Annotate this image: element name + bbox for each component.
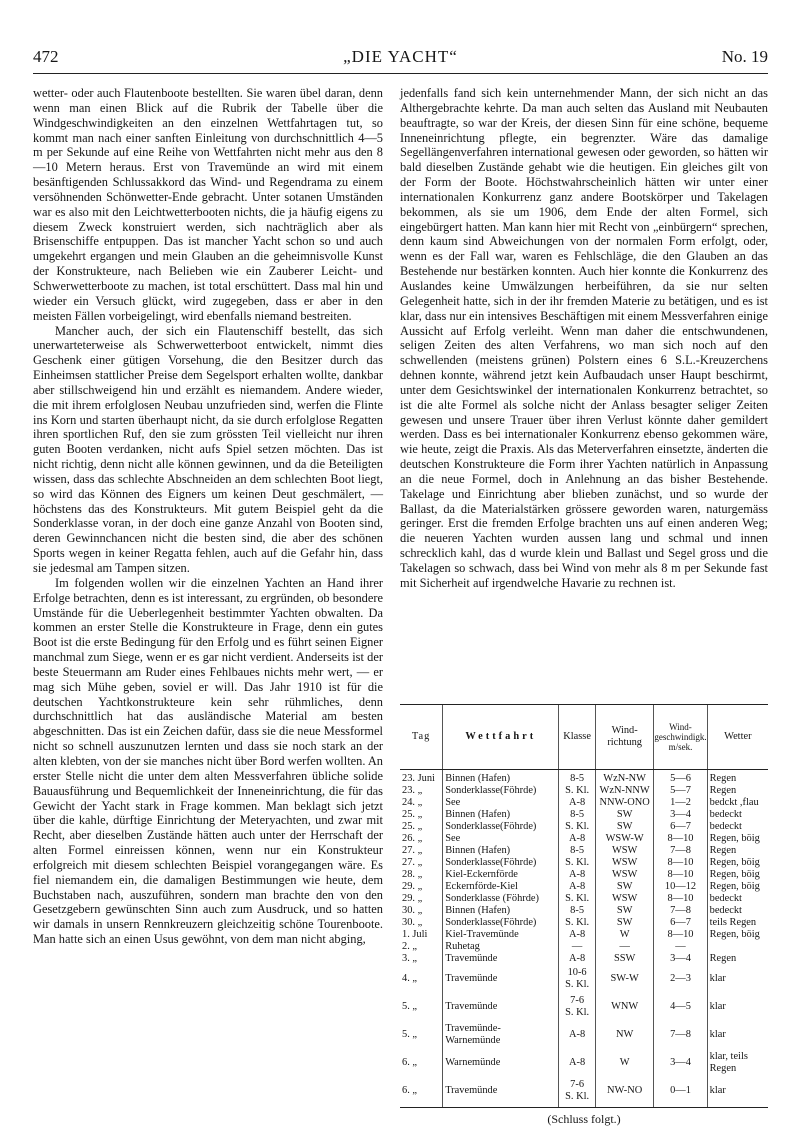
- cell-wetter: bedckt ,flau: [707, 797, 768, 809]
- cell-windgeschwindigkeit: 8—10: [654, 833, 707, 845]
- cell-windgeschwindigkeit: 3—4: [654, 953, 707, 965]
- table-row: [400, 797, 768, 809]
- table-row: [400, 785, 768, 797]
- cell-klasse: A-8: [559, 833, 596, 845]
- cell-tag: 6. „: [400, 1077, 443, 1108]
- cell-wettfahrt: Kiel-Eckernförde: [443, 869, 559, 881]
- cell-wettfahrt: Travemünde: [443, 993, 559, 1021]
- cell-klasse: 8-5: [559, 905, 596, 917]
- cell-tag: 2. „: [402, 941, 418, 952]
- cell-tag: 23. Juni: [402, 773, 435, 784]
- cell-windgeschwindigkeit: 0—1: [654, 1077, 707, 1108]
- cell-wetter: Regen: [707, 953, 768, 965]
- cell-klasse: A-8: [559, 1021, 596, 1049]
- cell-wettfahrt: Sonderklasse(Föhrde): [443, 917, 559, 929]
- cell-windrichtung: WzN-NNW: [595, 785, 653, 797]
- cell-windgeschwindigkeit: 8—10: [654, 857, 707, 869]
- cell-tag: 28. „: [402, 869, 423, 880]
- header-rule: [33, 73, 768, 74]
- header-klasse: Klasse: [559, 705, 596, 770]
- table-row: [400, 941, 768, 953]
- cell-windgeschwindigkeit: 6—7: [654, 917, 707, 929]
- cell-tag: 24. „: [402, 797, 423, 808]
- cell-windrichtung: NNW-ONO: [595, 797, 653, 809]
- cell-windgeschwindigkeit: 8—10: [654, 893, 707, 905]
- cell-wetter: Regen, böig: [707, 833, 768, 845]
- cell-windrichtung: SW: [595, 809, 653, 821]
- cell-wetter: Regen, böig: [707, 929, 768, 941]
- cell-klasse: 8-5: [559, 845, 596, 857]
- table-row: [400, 845, 768, 857]
- header-tag: Tag: [400, 705, 443, 770]
- cell-windrichtung: WSW: [595, 845, 653, 857]
- cell-klasse: S. Kl.: [559, 821, 596, 833]
- table-row: [400, 1077, 768, 1108]
- table-row: [400, 1021, 768, 1049]
- cell-wetter: klar: [707, 965, 768, 993]
- cell-wettfahrt: Kiel-Travemünde: [443, 929, 559, 941]
- cell-windgeschwindigkeit: 3—4: [654, 809, 707, 821]
- header-wettfahrt: Wettfahrt: [443, 705, 559, 770]
- cell-windgeschwindigkeit: 7—8: [654, 845, 707, 857]
- cell-tag: 26. „: [402, 833, 423, 844]
- cell-windrichtung: WSW: [595, 869, 653, 881]
- cell-wettfahrt: Binnen (Hafen): [443, 905, 559, 917]
- left-column: [33, 86, 383, 947]
- cell-klasse: A-8: [559, 929, 596, 941]
- cell-klasse: A-8: [559, 1049, 596, 1077]
- cell-wetter: bedeckt: [707, 809, 768, 821]
- cell-klasse: S. Kl.: [559, 785, 596, 797]
- cell-wetter: [707, 941, 768, 953]
- cell-tag: 5. „: [402, 1001, 418, 1012]
- cell-wettfahrt: Sonderklasse(Föhrde): [443, 785, 559, 797]
- cell-windrichtung: W: [595, 929, 653, 941]
- page-header: [33, 47, 768, 73]
- table-header-row: [400, 705, 768, 770]
- table-row: [400, 833, 768, 845]
- cell-tag: 27. „: [402, 857, 423, 868]
- cell-wettfahrt: Travemünde: [443, 1077, 559, 1108]
- cell-windgeschwindigkeit: 2—3: [654, 965, 707, 993]
- cell-windrichtung: WSW-W: [595, 833, 653, 845]
- cell-windrichtung: NW: [595, 1021, 653, 1049]
- cell-windgeschwindigkeit: 5—7: [654, 785, 707, 797]
- cell-windgeschwindigkeit: 7—8: [654, 905, 707, 917]
- cell-wettfahrt: Warnemünde: [443, 1049, 559, 1077]
- cell-wettfahrt: Travemünde: [443, 965, 559, 993]
- cell-klasse: 10-6 S. Kl.: [559, 965, 596, 993]
- cell-tag: 4. „: [402, 973, 418, 984]
- cell-tag: 25. „: [402, 809, 423, 820]
- cell-wetter: teils Regen: [707, 917, 768, 929]
- cell-wetter: klar: [707, 1077, 768, 1108]
- cell-wetter: klar: [707, 993, 768, 1021]
- table-row: [400, 869, 768, 881]
- cell-windgeschwindigkeit: 6—7: [654, 821, 707, 833]
- cell-tag: 6. „: [402, 1057, 418, 1068]
- table-row: [400, 821, 768, 833]
- cell-wettfahrt: See: [443, 833, 559, 845]
- cell-klasse: 7-6 S. Kl.: [559, 993, 596, 1021]
- cell-tag: 23. „: [402, 785, 423, 796]
- cell-tag: 29. „: [402, 893, 423, 904]
- cell-tag: 3. „: [402, 953, 418, 964]
- cell-wetter: Regen, böig: [707, 881, 768, 893]
- cell-windgeschwindigkeit: 10—12: [654, 881, 707, 893]
- cell-tag: 30. „: [402, 905, 423, 916]
- journal-title: „DIE YACHT“: [343, 47, 458, 66]
- cell-wetter: Regen: [707, 785, 768, 797]
- cell-windrichtung: WSW: [595, 893, 653, 905]
- cell-windgeschwindigkeit: 8—10: [654, 929, 707, 941]
- cell-wettfahrt: Sonderklasse (Föhrde): [443, 893, 559, 905]
- cell-klasse: —: [559, 941, 596, 953]
- cell-klasse: 7-6 S. Kl.: [559, 1077, 596, 1108]
- cell-wettfahrt: Binnen (Hafen): [443, 809, 559, 821]
- cell-windgeschwindigkeit: 7—8: [654, 1021, 707, 1049]
- paragraph: jedenfalls fand sich kein unternehmender Mann, der sich nicht an das Althergebrachte kehrte. Da man auch selten das Ausland mit Neubauten beauftragte, so war der Kreis, der diesen Sinn für eine schöne, bequeme Inneneinrichtung pflegte, ein begrenzter. Wäre das damalige Segellängenverfahren international gewesen oder geworden, so hätten wir bald dieselben Zustände gehabt wie die heutigen. Ein gleiches gilt von der Form der Boote. Höchstwahrscheinlich hätten wir unter einer internationalen Konkurrenz ganz andere Bootskörper und Takelagen bekommen, als sie um 1906, dem Ende der alten Formel, sich eingebürgert hatten. Man kann hier mit Recht von „einbürgern“ sprechen, denn kaum sind Abweichungen von der normalen Form erfolgt, oder, wenn es der Fall war, waren es Fehlschläge, die den Glauben an das Bestehende nur bestärken konnten. Auch hier konnte die Konkurrenz des Auslandes keine Umwälzungen herbeiführen, da sie nur selten Gelegenheit hatte, sich in der ihr fremden Materie zu betätigen, und es ist klar, dass nur ein intensives Beschäftigen mit einem Messverfahren einige Aussicht auf Erfolg verleiht. Wenn man daher die entschwundenen, seligen Zeiten des alten Verfahrens, wo man sich noch auf den schwellenden (meistens grünen) Polstern eines 6 S.L.-Kreuzerchens dehnen konnte, während jetzt kein Aufbaudach unser Haupt beschirmt, unter dem Gesichtswinkel der internationalen Konkurrenz betrachtet, so ist die alte Formel als solche nicht der Anlass besagter seliger Zeiten gewesen und unsere Trauer über ihren Verlust könnte daher gemildert werden. Dass es bei internationaler Konkurrenz ebenso gekommen wäre, wie heute, zeigt die Praxis. Als das Meterverfahren einsetzte, änderten die deutschen Konstrukteure die Form ihrer Yachten natürlich in Anpassung an die neue Formel, doch in Anlehnung an das bisher Bestehende. Takelage und Einrichtung aber blieben zunächst, und so wurde der Ballast, da die Materialstärken grössere geworden waren, naturgemäss geringer. Erst die fremden Erfolge brachten uns auf einen anderen Weg; die neueren Yachten wurden aussen lang und schmal und innen schrecklich kahl, das d wurde klein und Ballast und Segel gross und die Takelagen so schwach, dass bei Wind von mehr als 8 m per Sekunde fast mit Sicherheit auf irgendwelche Havarie zu rechnen ist.: [400, 86, 768, 590]
- cell-tag: 25. „: [402, 821, 423, 832]
- table-row: [400, 881, 768, 893]
- cell-wetter: Regen, böig: [707, 857, 768, 869]
- cell-wetter: Regen: [707, 770, 768, 786]
- table-row: [400, 770, 768, 786]
- cell-tag: 27. „: [402, 845, 423, 856]
- cell-klasse: A-8: [559, 797, 596, 809]
- table-row: [400, 809, 768, 821]
- cell-wettfahrt: See: [443, 797, 559, 809]
- cell-klasse: S. Kl.: [559, 857, 596, 869]
- cell-wetter: klar, teils Regen: [707, 1049, 768, 1077]
- cell-windrichtung: WzN-NW: [595, 770, 653, 786]
- cell-wettfahrt: Eckernförde-Kiel: [443, 881, 559, 893]
- cell-windrichtung: SW: [595, 881, 653, 893]
- cell-klasse: A-8: [559, 881, 596, 893]
- cell-wetter: Regen: [707, 845, 768, 857]
- cell-tag: 1. Juli: [402, 929, 428, 940]
- cell-windgeschwindigkeit: —: [654, 941, 707, 953]
- paragraph: Mancher auch, der sich ein Flautenschiff bestellt, das sich unerwarteterweise als Schwerwetterboot entwickelt, nimmt dies Geschenk einer gütigen Vorsehung, die den Besitzer durch das Einheimsen stattlicher Preise dem Segelsport erhalten wollte, dankbar aber stillschweigend hin und erzählt es niemandem. Andere wieder, die mit ihrem erfolglosen Neubau unzufrieden sind, werfen die Flinte ins Korn und starten überhaupt nicht, da sie durch erfolglose Regatten ihren sportlichen Ruf, den sie zum grössten Teil vielleicht nur ihren guten Booten verdanken, nicht aufs Spiel setzen möchten. Das ist nicht richtig, denn nicht alle können gewinnen, und da die Beteiligten wissen, dass das schlechte Abschneiden an dem schlechten Boot liegt, so wird das Können des Eigners um keinen Deut geschmälert, — höchstens das des Konstrukteurs. Mit gutem Beispiel geht da die Sonderklasse voran, in der doch eine ganze Anzahl von Booten sind, deren Gewinnchancen nicht die besten sind, die aber des schönen Sports wegen in keiner Regatta fehlen, auch auf die Gefahr hin, dass sie jedesmal am Tampen sitzen.: [33, 323, 383, 575]
- cell-windrichtung: SW: [595, 905, 653, 917]
- table-row: [400, 953, 768, 965]
- cell-wetter: bedeckt: [707, 821, 768, 833]
- cell-wetter: bedeckt: [707, 905, 768, 917]
- cell-wettfahrt: Sonderklasse(Föhrde): [443, 821, 559, 833]
- cell-klasse: S. Kl.: [559, 917, 596, 929]
- table-row: [400, 993, 768, 1021]
- header-wetter: Wetter: [707, 705, 768, 770]
- cell-wettfahrt: Travemünde- Warnemünde: [443, 1021, 559, 1049]
- cell-klasse: A-8: [559, 953, 596, 965]
- table-row: [400, 1049, 768, 1077]
- header-windrichtung: Wind- richtung: [595, 705, 653, 770]
- cell-windrichtung: SSW: [595, 953, 653, 965]
- table-row: [400, 965, 768, 993]
- cell-windrichtung: SW-W: [595, 965, 653, 993]
- table-row: [400, 929, 768, 941]
- page-number: 472: [33, 47, 59, 66]
- cell-wettfahrt: Ruhetag: [443, 941, 559, 953]
- paragraph: Im folgenden wollen wir die einzelnen Yachten an Hand ihrer Erfolge betrachten, denn es ist interessant, zu ergründen, ob besondere Umstände für die Ueberlegenheit bestimmter Yachten obwalten. Da kommen an erster Stelle die Konstrukteure in Frage, denn ein gutes Boot ist die erste Bedingung für den Erfolg und es führt seinen Eigner manchmal zum Siege, wenn er es gar nicht verdient. Anderseits ist der beste Steuermann am Ruder eines Fehlbaues nichts mehr wert, — er mag sich Mühe geben, soviel er will. Das Jahr 1910 ist für die deutschen Yachtkonstrukteure kein sehr rühmliches, denn durchschnittlich hat das ausländische Material am besten abgeschnitten. Das ist ein Zeichen dafür, dass sie die neue Messformel nicht so schnell auszunutzen lernten und dass sie noch stark an der alten klebten, von der sie manches nicht über Bord werfen wollten. An erster Stelle nicht die unter dem alten Messverfahren übliche solide Bauausführung und Bequemlichkeit der Inneneinrichtung, die für das Gewicht der Yacht stark in Frage kommen. Man beklagt sich jetzt über die kahle, dürftige Einrichtung der Meteryachten, und zwar mit Recht, aber dieselben Zustände hätten auch unter der Herrschaft der alten Formel einreissen können, wenn nur ein Konstrukteur erfolgreich mit diesem schlechten Beispiel vorangegangen wäre. Es fiel niemandem ein, die damaligen Bestimmungen wie heute, dem Buchstaben nach, auszuführen, sondern man brachte den von den Gesetzgebern gewünschten Sinn auch zum Ausdruck, und so hatten wir damals in unsern Rennkreuzern gleichzeitig schöne Tourenboote. Man hatte sich an einen Usus gewöhnt, von dem man nicht abging,: [33, 575, 383, 947]
- regatta-table: [400, 704, 768, 1127]
- cell-windrichtung: SW: [595, 821, 653, 833]
- cell-windrichtung: NW-NO: [595, 1077, 653, 1108]
- cell-tag: 29. „: [402, 881, 423, 892]
- table-row: [400, 893, 768, 905]
- cell-wetter: bedeckt: [707, 893, 768, 905]
- cell-wettfahrt: Sonderklasse(Föhrde): [443, 857, 559, 869]
- cell-windrichtung: SW: [595, 917, 653, 929]
- cell-windrichtung: WSW: [595, 857, 653, 869]
- issue-number: No. 19: [721, 47, 768, 66]
- cell-wettfahrt: Binnen (Hafen): [443, 845, 559, 857]
- cell-klasse: S. Kl.: [559, 893, 596, 905]
- table-row: [400, 905, 768, 917]
- cell-windgeschwindigkeit: 3—4: [654, 1049, 707, 1077]
- cell-windgeschwindigkeit: 1—2: [654, 797, 707, 809]
- table-row: [400, 857, 768, 869]
- cell-tag: 30. „: [402, 917, 423, 928]
- header-windgeschwindigkeit: Wind- geschwindigk. m/sek.: [654, 705, 707, 770]
- cell-windgeschwindigkeit: 4—5: [654, 993, 707, 1021]
- cell-klasse: A-8: [559, 869, 596, 881]
- cell-windrichtung: W: [595, 1049, 653, 1077]
- cell-windgeschwindigkeit: 5—6: [654, 770, 707, 786]
- cell-windrichtung: —: [595, 941, 653, 953]
- cell-wetter: Regen, böig: [707, 869, 768, 881]
- cell-windgeschwindigkeit: 8—10: [654, 869, 707, 881]
- cell-klasse: 8-5: [559, 770, 596, 786]
- cell-wettfahrt: Travemünde: [443, 953, 559, 965]
- right-column: [400, 86, 768, 591]
- cell-windrichtung: WNW: [595, 993, 653, 1021]
- footnote: (Schluss folgt.): [547, 1112, 621, 1126]
- cell-tag: 5. „: [402, 1029, 418, 1040]
- cell-wettfahrt: Binnen (Hafen): [443, 770, 559, 786]
- table-row: [400, 917, 768, 929]
- cell-klasse: 8-5: [559, 809, 596, 821]
- paragraph: wetter- oder auch Flautenboote bestellten. Sie waren übel daran, denn wenn man einen Blick auf die Rubrik der Tabelle über die Windgeschwindigkeiten an den einzelnen Wettfahrtagen tut, so kommt man nach einer sanften Einleitung von durchschnittlich 4—5 m per Sekunde auf eine Reihe von Wettfahrten nicht mehr aus den 8—10 Metern heraus. Erst von Travemünde an wird mit einem besänftigenden Schlussakkord das Wind- und Regendrama zu einem versöhnenden Schönwetter-Ende gebracht. Unter sotanen Umständen war es also mit den Leichtwetterbooten nichts, die ja häufig eigens zu diesem Zweck konstruiert werden, sich nachträglich aber als Brisenschiffe entpuppen. Das ist mancher Yacht schon so und auch umgekehrt ergangen und mein Glauben an die geheimnisvolle Kunst der Konstrukteure, nach Belieben wie ein Zauberer Leicht- und Schwerwetterboote zu machen, ist total erschüttert. Dass mal hin und wieder ein Versuch glückt, wird zugegeben, dass er aber in den meisten Fällen vorbeigelingt, wird ebenfalls niemand bestreiten.: [33, 86, 383, 323]
- cell-wetter: klar: [707, 1021, 768, 1049]
